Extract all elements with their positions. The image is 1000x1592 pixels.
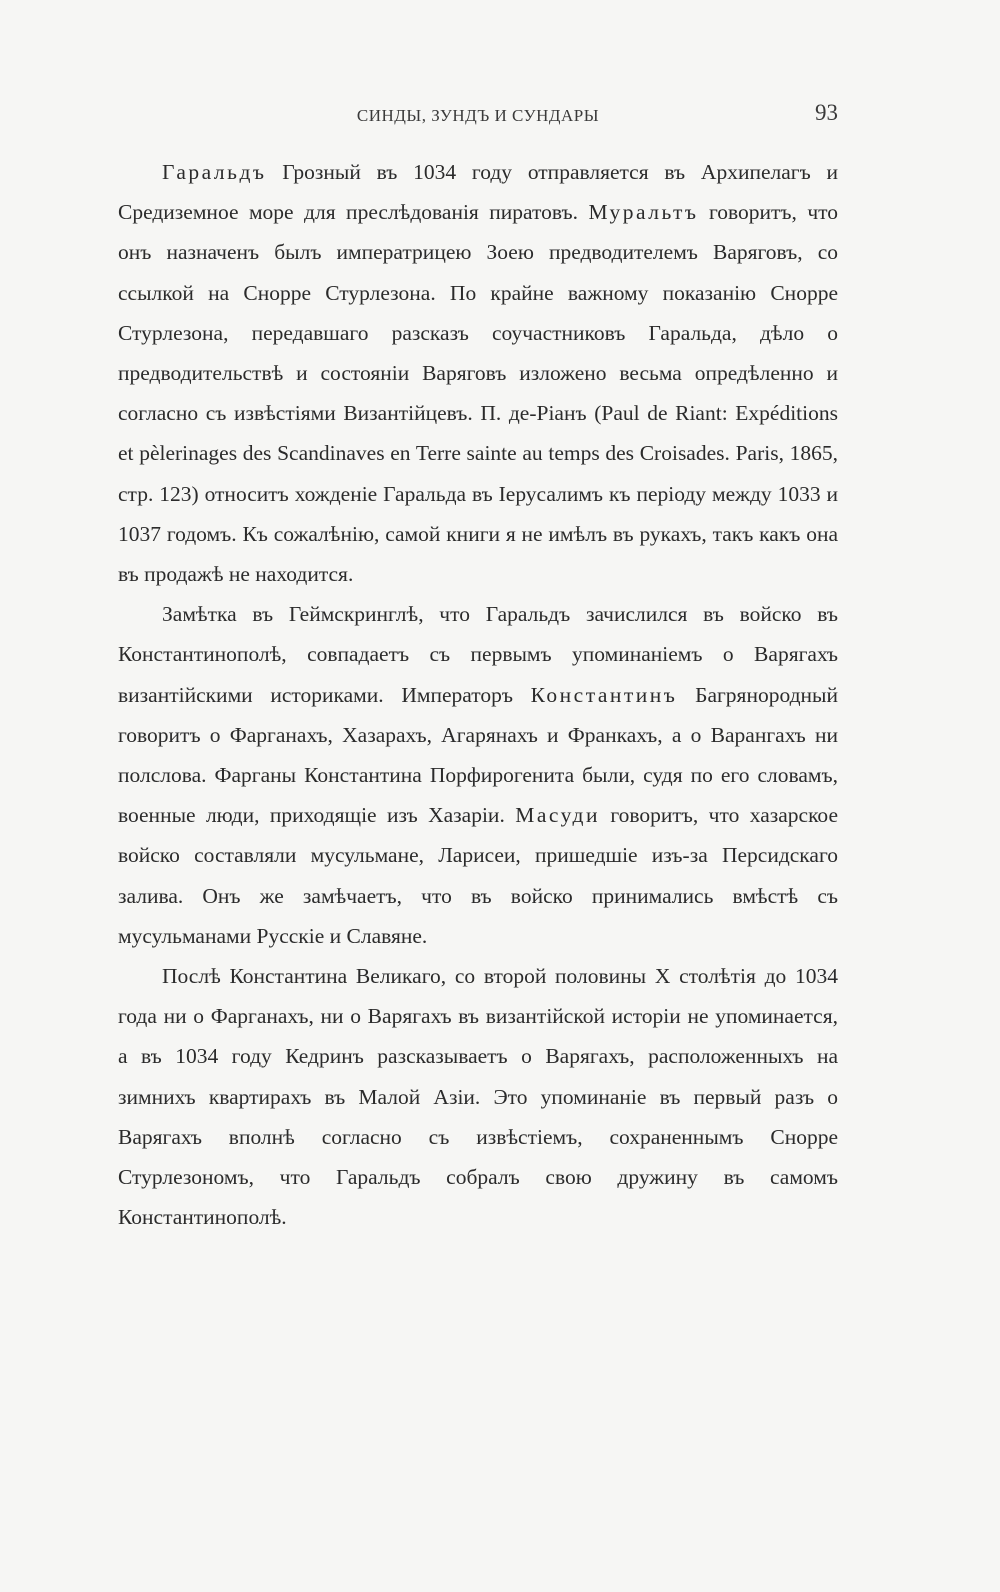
page-number: 93 — [815, 100, 838, 125]
emphasized-name: Муральтъ — [588, 200, 699, 225]
paragraph-3 — [118, 956, 838, 1237]
emphasized-name: Константинъ — [530, 682, 678, 707]
paragraph-text: Багрянородный говоритъ о Фарганахъ, Хазарахъ, Агарянахъ и Франкахъ, а о Варангахъ ни полслова. Фарганы Константина Порфирогенита были, судя по его словамъ, военные люди, приходящіе изъ Хазаріи. — [118, 682, 838, 828]
paragraph-text: говоритъ, что хазарское войско составляли мусульмане, Ларисеи, пришедшіе изъ-за Персидскаго залива. Онъ же замѣчаетъ, что въ войско принимались вмѣстѣ съ мусульманами Русскіе и Славяне. — [118, 803, 838, 948]
paragraph-text: Грозный въ 1034 году отправляется въ Архипелагъ и Средиземное море для преслѣдованія пиратовъ. — [118, 160, 838, 225]
paragraph-text: Послѣ Константина Великаго, со второй половины X столѣтія до 1034 года ни о Фарганахъ, ни о Варягахъ въ византійской исторіи не упоминается, а въ 1034 году Кедринъ разсказываетъ о Варягахъ, расположенныхъ на зимнихъ квартирахъ въ Малой Азіи. Это упоминаніе въ первый разъ о Варягахъ вполнѣ согласно съ извѣстіемъ, сохраненнымъ Снорре Стурлезономъ, что Гаральдъ собралъ свою дружину въ самомъ Константинополѣ. — [118, 964, 838, 1230]
emphasized-name: Масуди — [515, 803, 600, 828]
emphasized-name: Гаральдъ — [162, 160, 267, 184]
paragraph-2 — [118, 594, 838, 956]
paragraph-text: говоритъ, что онъ назначенъ былъ императрицею Зоею предводителемъ Варяговъ, со ссылкой на Снорре Стурлезона. По крайне важному показанію Снорре Стурлезона, передавшаго разсказъ соучастниковъ Гаральда, дѣло о предводительствѣ и состояніи Варяговъ изложено весьма опредѣленно и согласно съ извѣстіями Византійцевъ. П. де-Ріанъ (Paul de Riant: Expéditions et pèlerinages des Scandinaves en Terre sainte au temps des Croisades. Paris, 1865, стр. 123) относитъ хожденіе Гаральда въ Іерусалимъ къ періоду между 1033 и 1037 годомъ. Къ сожалѣнію, самой книги я не имѣлъ въ рукахъ, такъ какъ она въ продажѣ не находится. — [118, 200, 838, 587]
running-head — [118, 100, 838, 132]
body-text — [118, 152, 838, 1237]
paragraph-1 — [118, 152, 838, 594]
running-title: СИНДЫ, ЗУНДЪ И СУНДАРЫ — [356, 106, 600, 125]
paragraph-text: Замѣтка въ Геймскринглѣ, что Гаральдъ зачислился въ войско въ Константинополѣ, совпадаетъ съ первымъ упоминаніемъ о Варягахъ византійскими историками. Императоръ — [118, 602, 838, 707]
